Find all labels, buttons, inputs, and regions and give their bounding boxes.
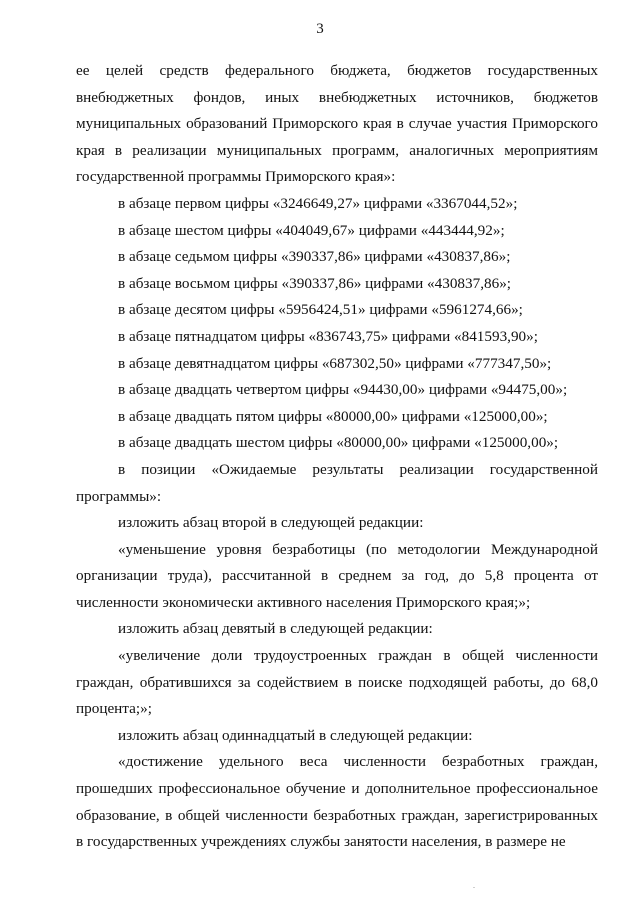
paragraph-quote-employment-share: «увеличение доли трудоустроенных граждан в общей численности граждан, обратившихся за содействием в поиске подходящей работы, до 68,0 процента;»; [76,647,598,718]
paragraph-quote-training-share: «достижение удельного веса численности безработных граждан, прошедших профессиональное обучение и дополнительное профессиональное образование, в общей численности безработных граждан, зарегистрированных в государственных учреждениях службы занятости населения, в размере не [76,753,598,851]
paragraph-amendment-twenty-sixth: в абзаце двадцать шестом цифры «80000,00» цифрами «125000,00»; [118,434,559,452]
paragraph-amendment-sixth: в абзаце шестом цифры «404049,67» цифрами «443444,92»; [118,221,505,239]
paragraph-instruction-second: изложить абзац второй в следующей редакции: [118,514,424,532]
paragraph-amendment-twenty-fourth: в абзаце двадцать четвертом цифры «94430,00» цифрами «94475,00»; [118,381,568,399]
paragraph-amendment-eighth: в абзаце восьмом цифры «390337,86» цифрами «430837,86»; [118,274,512,292]
paragraph-expected-results-heading: в позиции «Ожидаемые результаты реализации государственной программы»: [76,460,598,505]
paragraph-quote-unemployment: «уменьшение уровня безработицы (по методологии Международной организации труда), рассчитанной в среднем за год, до 5,8 процента от численности экономически активного населения Приморского края;»; [76,540,598,611]
paragraph-amendment-first: в абзаце первом цифры «3246649,27» цифрами «3367044,52»; [118,194,518,212]
paragraph-amendment-nineteenth: в абзаце девятнадцатом цифры «687302,50» цифрами «777347,50»; [118,354,552,372]
paragraph-instruction-eleventh: изложить абзац одиннадцатый в следующей редакции: [118,726,473,744]
page-number: 3 [316,21,324,37]
paragraph-instruction-ninth: изложить абзац девятый в следующей редакции: [118,620,433,638]
paragraph-intro-continuation: ее целей средств федерального бюджета, бюджетов государственных внебюджетных фондов, иных внебюджетных источников, бюджетов муниципальных образований Приморского края в случае участия Приморского края в реализации муниципальных программ, аналогичных мероприятиям государственной программы Приморского края»: [76,62,598,186]
scan-speck [473,887,475,888]
paragraph-amendment-seventh: в абзаце седьмом цифры «390337,86» цифрами «430837,86»; [118,248,511,266]
document-body [76,58,598,856]
paragraph-amendment-twenty-fifth: в абзаце двадцать пятом цифры «80000,00» цифрами «125000,00»; [118,407,548,425]
paragraph-amendment-fifteenth: в абзаце пятнадцатом цифры «836743,75» цифрами «841593,90»; [118,327,538,345]
paragraph-amendment-tenth: в абзаце десятом цифры «5956424,51» цифрами «5961274,66»; [118,301,523,319]
